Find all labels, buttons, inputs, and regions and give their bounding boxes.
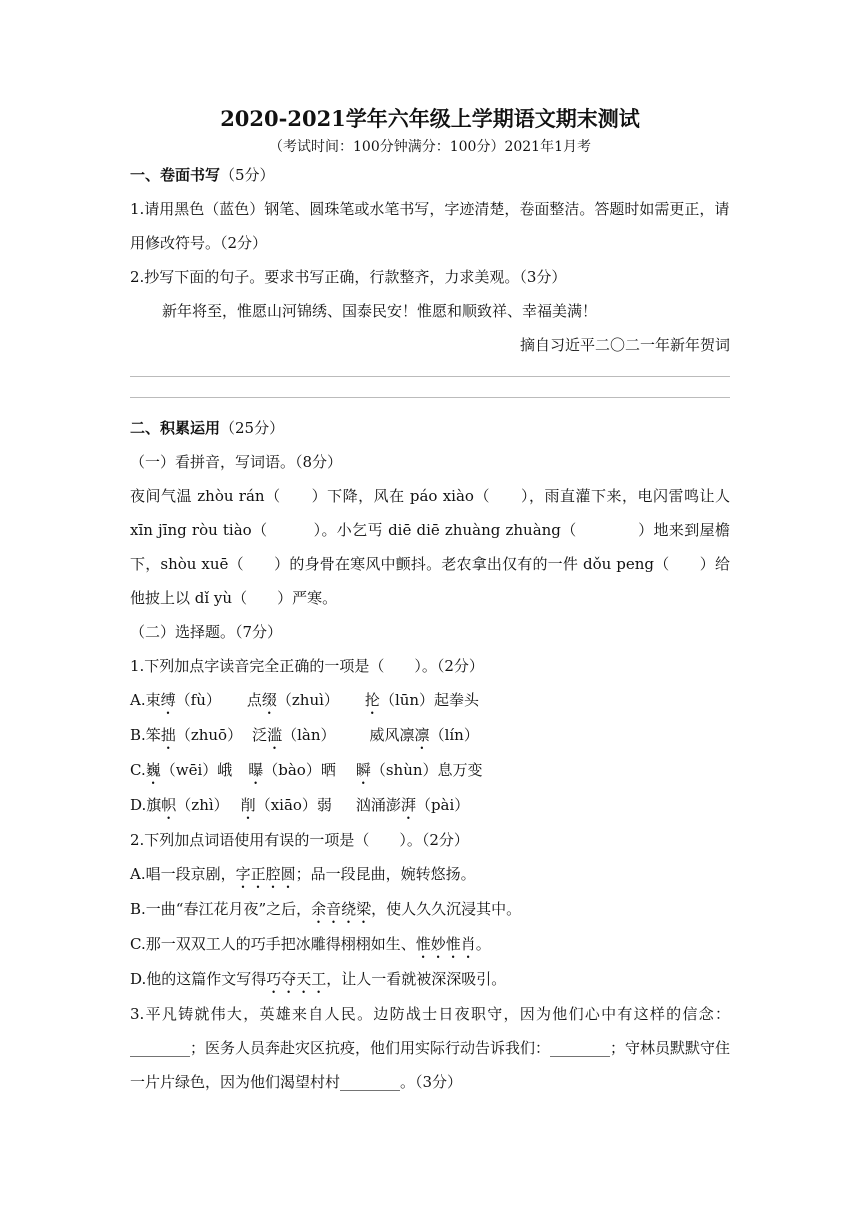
writing-line: [130, 376, 730, 377]
quote-source: 摘自习近平二〇二一年新年贺词: [519, 336, 730, 354]
section-1-question-1: 1.请用黑色（蓝色）钢笔、圆珠笔或水笔书写，字迹清楚，卷面整洁。答题时如需更正，请用修改符号。（2分）: [130, 200, 730, 252]
section-1-heading: [130, 158, 730, 192]
part-1-heading: （一）看拼音，写词语。（8分）: [130, 453, 343, 471]
section-2-points: （25分）: [220, 419, 285, 437]
copy-quote: 新年将至，惟愿山河锦绣、国泰民安！惟愿和顺致祥、幸福美满！: [162, 302, 598, 320]
writing-line: [130, 397, 730, 398]
exam-page: [130, 102, 730, 1099]
fill-question-3: 3.平凡铸就伟大，英雄来自人民。边防战士日夜职守，因为他们心中有这样的信念：________；医务人员奔赴灾区抗疫，他们用实际行动告诉我们：________；守林员默默守住一片片绿色，因为他们渴望村村________。（3分）: [130, 1005, 731, 1091]
choice-2-option-b: B.一曲“春江花月夜”之后，余音绕梁，使人久久沉浸其中。: [130, 900, 522, 918]
choice-2-option-c: C.那一双双工人的巧手把冰雕得栩栩如生、惟妙惟肖。: [130, 935, 491, 953]
section-1-title: 一、卷面书写: [130, 166, 221, 184]
page-title: 2020-2021学年六年级上学期语文期末测试: [220, 106, 640, 131]
choice-1-option-d: D.旗帜（zhì） 削（xiāo）弱 汹涌澎湃（pài）: [130, 796, 470, 814]
choice-1-option-c: C.巍（wēi）峨 曝（bào）晒 瞬（shùn）息万变: [130, 761, 483, 779]
choice-2-option-d: D.他的这篇作文写得巧夺天工，让人一看就被深深吸引。: [130, 970, 507, 988]
choice-1-option-b: B.笨拙（zhuō） 泛滥（làn） 威风凛凛（lín）: [130, 726, 479, 744]
choice-question-2-stem: 2.下列加点词语使用有误的一项是（ ）。（2分）: [130, 831, 469, 849]
section-2-heading: [130, 411, 730, 445]
part-2-heading: （二）选择题。（7分）: [130, 623, 283, 641]
choice-1-option-a: A.束缚（fù） 点缀（zhuì） 抡（lūn）起拳头: [130, 691, 480, 709]
section-1-points: （5分）: [220, 166, 275, 184]
pinyin-passage: 夜间气温 zhòu rán（ ）下降，风在 páo xiào（ ），雨直灌下来，电闪雷鸣让人 xīn jīng ròu tiào（ ）。小乞丐 diē diē zhuàng zhuàng（ ）地来到屋檐下，shòu xuē（ ）的身骨在寒风中颤抖。老农拿出仅有的一件 dǒu peng（ ）给他披上以 dǐ yù（ ）严寒。: [130, 487, 730, 607]
section-2-title: 二、积累运用: [130, 419, 221, 437]
choice-question-1-stem: 1.下列加点字读音完全正确的一项是（ ）。（2分）: [130, 657, 484, 675]
section-1-question-2: 2.抄写下面的句子。要求书写正确，行款整齐，力求美观。（3分）: [130, 268, 567, 286]
exam-info: （考试时间：100分钟满分：100分）2021年1月考: [269, 139, 591, 155]
choice-2-option-a: A.唱一段京剧，字正腔圆；品一段昆曲，婉转悠扬。: [130, 865, 476, 883]
